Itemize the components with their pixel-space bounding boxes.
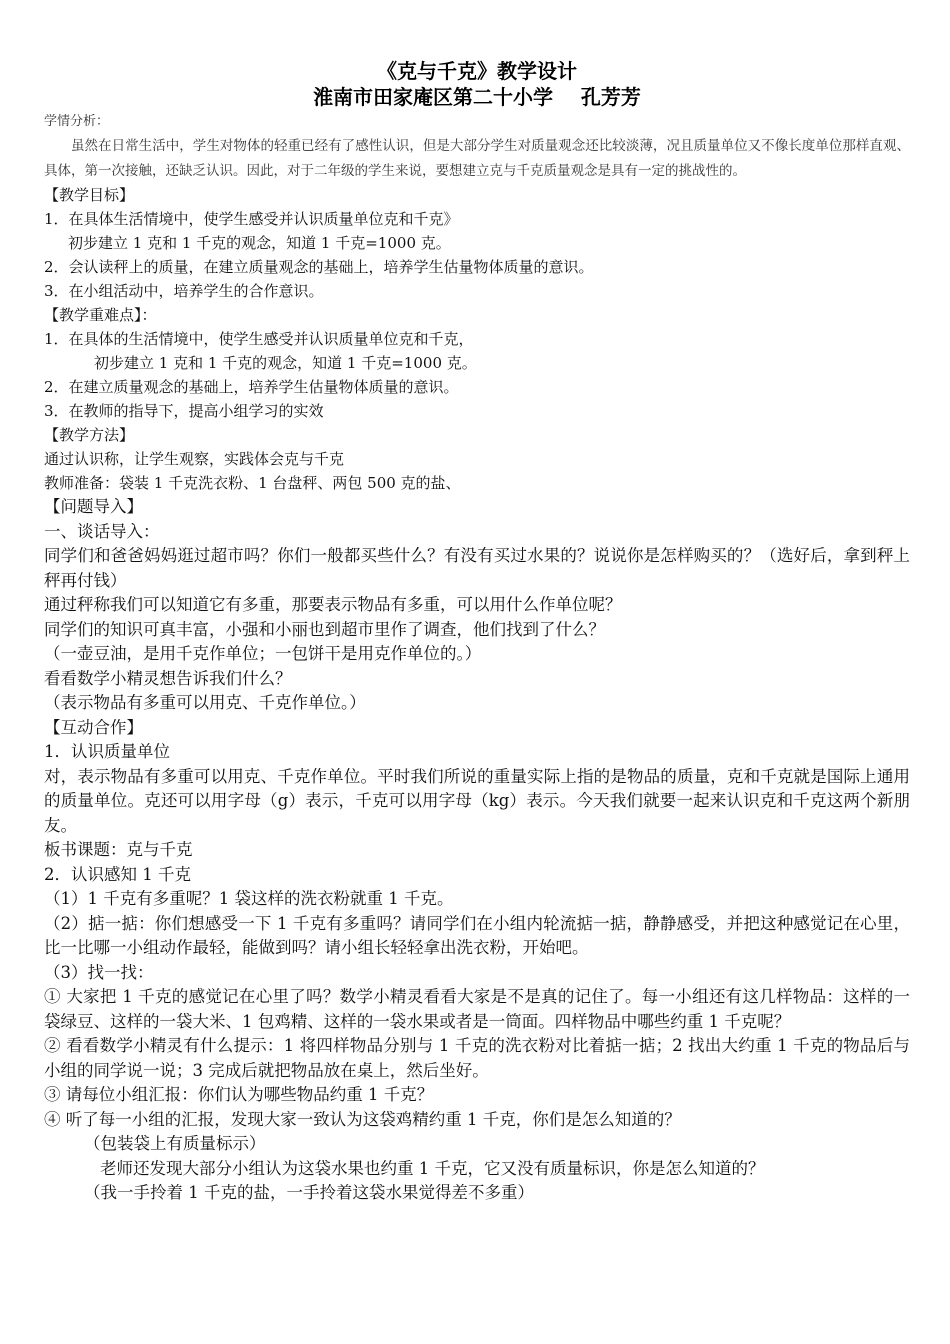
- document-title: 《克与千克》教学设计: [377, 59, 577, 83]
- difficulty-item: 初步建立 1 克和 1 千克的观念，知道 1 千克=1000 克。: [94, 354, 477, 372]
- board-title: 板书课题：克与千克: [44, 840, 193, 859]
- goal-item: 1．在具体生活情境中，使学生感受并认识质量单位克和千克》: [44, 210, 459, 228]
- interaction-paragraph: （2）掂一掂：你们想感受一下 1 千克有多重吗？请同学们在小组内轮流掂一掂，静静感受，并把这种感觉记在心里，比一比哪一小组动作最轻，能做到吗？请小组长轻轻拿出洗衣粉，开始吧。: [44, 913, 910, 957]
- intro-paragraph: 同学们和爸爸妈妈逛过超市吗？你们一般都买些什么？有没有买过水果的？说说你是怎样购买的？（选好后，拿到秤上秤再付钱）: [44, 546, 910, 590]
- intro-paragraph: （表示物品有多重可以用克、千克作单位。）: [44, 693, 366, 712]
- goal-item: 3．在小组活动中，培养学生的合作意识。: [44, 282, 324, 300]
- method-item: 通过认识称，让学生观察，实践体会克与千克: [44, 450, 345, 468]
- intro-paragraph: 通过秤称我们可以知道它有多重，那要表示物品有多重，可以用什么作单位呢？: [44, 595, 622, 614]
- difficulties-heading: 【教学重难点】：: [44, 306, 157, 324]
- interaction-paragraph: （3）找一找：: [44, 962, 154, 982]
- difficulty-item: 2．在建立质量观念的基础上，培养学生估量物体质量的意识。: [44, 378, 459, 396]
- difficulty-item: 3．在教师的指导下，提高小组学习的实效: [44, 402, 324, 420]
- interaction-paragraph: ② 看看数学小精灵有什么提示：1 将四样物品分别与 1 千克的洗衣粉对比着掂一掂；2 找出大约重 1 千克的物品后与小组的同学说一说；3 完成后就把物品放在桌上，然后坐好。: [44, 1036, 910, 1080]
- difficulty-item: 1．在具体的生活情境中，使学生感受并认识质量单位克和千克，: [44, 330, 474, 348]
- interaction-paragraph: ③ 请每位小组汇报：你们认为哪些物品约重 1 千克？: [44, 1085, 434, 1104]
- intro-paragraph: 同学们的知识可真丰富，小强和小丽也到超市里作了调查，他们找到了什么？: [44, 619, 605, 639]
- goals-heading: 【教学目标】: [44, 186, 135, 204]
- intro-subheading: 一、谈话导入：: [44, 521, 160, 541]
- document-subtitle: 淮南市田家庵区第二十小学 孔芳芳: [313, 85, 641, 109]
- interaction-heading: 【互动合作】: [44, 717, 143, 737]
- interaction-paragraph: 对，表示物品有多重可以用克、千克作单位。平时我们所说的重量实际上指的是物品的质量，克和千克就是国际上通用的质量单位。克还可以用字母（g）表示，千克可以用字母（kg）表示。今天我们就要一起来认识克和千克这两个新朋友。: [44, 766, 910, 835]
- method-item: 教师准备：袋装 1 千克洗衣粉、1 台盘秤、两包 500 克的盐、: [44, 474, 461, 492]
- goal-item: 初步建立 1 克和 1 千克的观念，知道 1 千克=1000 克。: [68, 234, 451, 252]
- intro-paragraph: （一壶豆油，是用千克作单位；一包饼干是用克作单位的。）: [44, 644, 482, 663]
- interaction-paragraph: ① 大家把 1 千克的感觉记在心里了吗？数学小精灵看看大家是不是真的记住了。每一小组还有这几样物品：这样的一袋绿豆、这样的一袋大米、1 包鸡精、这样的一袋水果或者是一筒面。四样物品中哪些约重 1 千克呢？: [44, 987, 910, 1031]
- document-page: [44, 58, 910, 1206]
- interaction-paragraph: ④ 听了每一小组的汇报，发现大家一致认为这袋鸡精约重 1 千克，你们是怎么知道的？: [44, 1109, 681, 1129]
- intro-heading: 【问题导入】: [44, 497, 143, 516]
- analysis-heading: 学情分析：: [44, 114, 110, 129]
- interaction-paragraph: 老师还发现大部分小组认为这袋水果也约重 1 千克，它又没有质量标识，你是怎么知道的？: [100, 1158, 765, 1178]
- interaction-paragraph: （我一手拎着 1 千克的盐，一手拎着这袋水果觉得差不多重）: [84, 1183, 534, 1202]
- interaction-paragraph: （1）1 千克有多重呢？1 袋这样的洗衣粉就重 1 千克。: [44, 889, 454, 908]
- interaction-paragraph: （包装袋上有质量标示）: [84, 1134, 266, 1153]
- interaction-subheading: 1．认识质量单位: [44, 742, 170, 761]
- interaction-subheading: 2．认识感知 1 千克: [44, 864, 191, 884]
- goal-item: 2．会认读秤上的质量，在建立质量观念的基础上，培养学生估量物体质量的意识。: [44, 258, 594, 276]
- methods-heading: 【教学方法】: [44, 426, 135, 444]
- analysis-text: 虽然在日常生活中，学生对物体的轻重已经有了感性认识，但是大部分学生对质量观念还比较淡薄，况且质量单位又不像长度单位那样直观、具体，第一次接触，还缺乏认识。因此，对于二年级的学生来说，要想建立克与千克质量观念是具有一定的挑战性的。: [44, 138, 910, 179]
- intro-paragraph: 看看数学小精灵想告诉我们什么？: [44, 668, 292, 688]
